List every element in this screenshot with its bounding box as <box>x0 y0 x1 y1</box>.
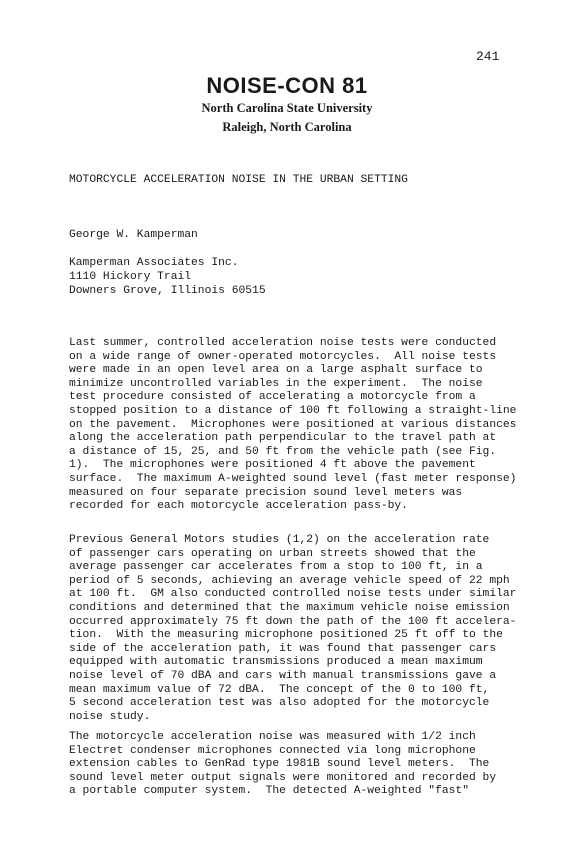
text-line: on a wide range of owner-operated motorcycles. All noise tests <box>69 350 497 363</box>
text-line: noise level of 70 dBA and cars with manual transmissions gave a <box>69 669 497 682</box>
text-line: a portable computer system. The detected A-weighted "fast" <box>69 785 469 798</box>
text-line: measured on four separate precision sound level meters was <box>69 486 463 499</box>
text-line: Electret condenser microphones connected via long microphone <box>69 744 476 757</box>
affiliation-line: Downers Grove, Illinois 60515 <box>69 285 266 297</box>
conference-location: Raleigh, North Carolina <box>222 120 352 134</box>
body-paragraph <box>69 731 496 799</box>
text-line: stopped position to a distance of 100 ft following a straight-line <box>69 404 517 417</box>
affiliation-line: 1110 Hickory Trail <box>69 271 192 283</box>
body-paragraph <box>69 337 516 514</box>
text-line: along the acceleration path perpendicular to the travel path at <box>69 432 497 445</box>
conference-institution: North Carolina State University <box>201 101 373 115</box>
text-line: a distance of 15, 25, and 50 ft from the vehicle path (see Fig. <box>69 445 497 458</box>
text-line: period of 5 seconds, achieving an average vehicle speed of 22 mph <box>69 574 510 587</box>
text-line: occurred approximately 75 ft down the path of the 100 ft accelera- <box>69 615 517 628</box>
text-line: noise study. <box>69 710 151 723</box>
author-affiliation <box>69 256 266 298</box>
text-line: equipped with automatic transmissions produced a mean maximum <box>69 656 483 669</box>
body-paragraph <box>69 534 516 724</box>
text-line: Previous General Motors studies (1,2) on the acceleration rate <box>69 534 490 546</box>
text-line: surface. The maximum A-weighted sound level (fast meter response) <box>69 472 517 485</box>
text-line: test procedure consisted of accelerating a motorcycle from a <box>69 391 476 404</box>
text-line: at 100 ft. GM also conducted controlled noise tests under similar <box>69 588 517 601</box>
text-line: side of the acceleration path, it was found that passenger cars <box>69 642 497 655</box>
text-line: conditions and determined that the maximum vehicle noise emission <box>69 601 510 614</box>
text-line: on the pavement. Microphones were positioned at various distances <box>69 418 517 431</box>
affiliation-line: Kamperman Associates Inc. <box>69 257 239 269</box>
text-line: mean maximum value of 72 dBA. The concept of the 0 to 100 ft, <box>69 683 490 696</box>
text-line: extension cables to GenRad type 1981B sound level meters. The <box>69 758 490 771</box>
text-line: recorded for each motorcycle acceleration pass-by. <box>69 500 408 513</box>
text-line: minimize uncontrolled variables in the experiment. The noise <box>69 377 483 390</box>
conference-title: NOISE-CON 81 <box>206 73 368 98</box>
text-line: sound level meter output signals were monitored and recorded by <box>69 771 497 784</box>
text-line: were made in an open level area on a large asphalt surface to <box>69 364 483 377</box>
text-line: tion. With the measuring microphone positioned 25 ft off to the <box>69 629 503 642</box>
text-line: average passenger car accelerates from a stop to 100 ft, in a <box>69 561 483 574</box>
text-line: The motorcycle acceleration noise was measured with 1/2 inch <box>69 731 476 743</box>
text-line: 5 second acceleration test was also adopted for the motorcycle <box>69 697 490 710</box>
text-line: Last summer, controlled acceleration noise tests were conducted <box>69 337 497 349</box>
page-number: 241 <box>476 49 500 64</box>
text-line: 1). The microphones were positioned 4 ft above the pavement <box>69 459 476 472</box>
text-line: of passenger cars operating on urban streets showed that the <box>69 547 476 560</box>
author-name: George W. Kamperman <box>69 229 198 241</box>
paper-title: MOTORCYCLE ACCELERATION NOISE IN THE URBAN SETTING <box>69 174 408 186</box>
